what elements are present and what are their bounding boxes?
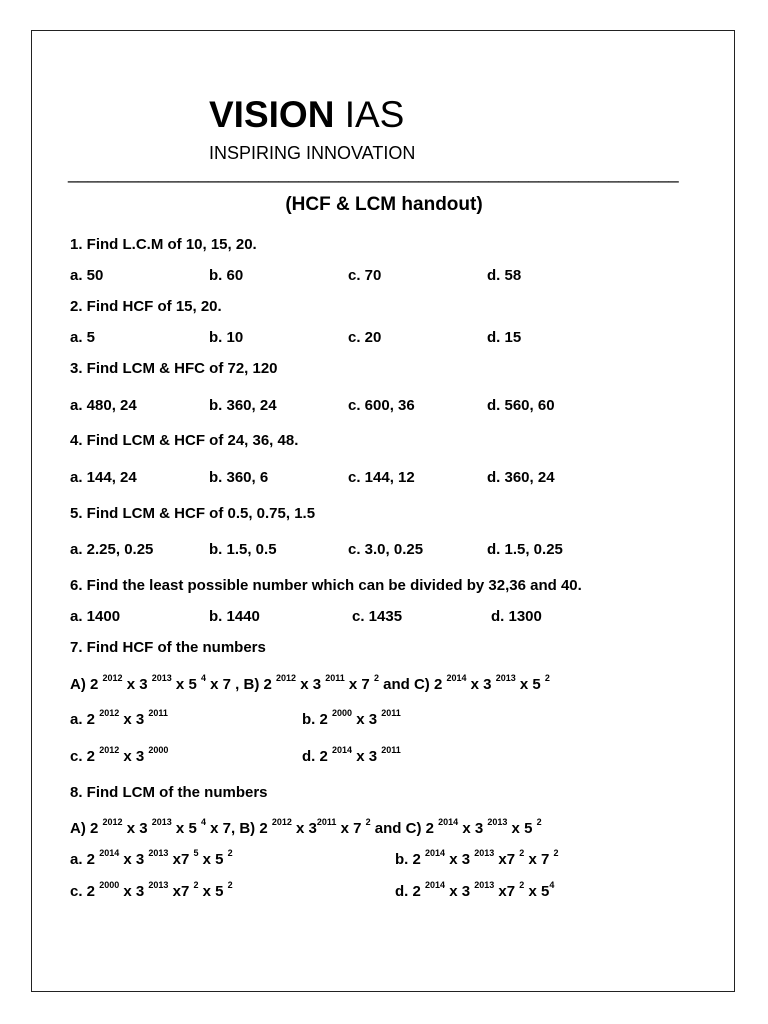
q7-expression — [70, 673, 550, 693]
exponent: 2 — [544, 673, 550, 683]
q2-option-b: b. 10 — [209, 329, 244, 346]
exponent: 2013 — [474, 848, 495, 858]
term-text: x 5 — [507, 820, 537, 837]
exponent: 2013 — [495, 673, 516, 683]
exponent: 4 — [200, 673, 206, 683]
q8-option-d — [395, 880, 555, 900]
term-text: x7 — [168, 883, 194, 900]
term-text: x 7 — [344, 676, 374, 693]
exponent: 2014 — [425, 880, 446, 890]
term-text: A) 2 — [70, 676, 103, 693]
term-text: x 5 — [524, 883, 550, 900]
term-text: x 3 — [352, 748, 382, 765]
q7-option-d — [302, 745, 401, 765]
exponent: 2000 — [99, 880, 120, 890]
question-3: 3. Find LCM & HFC of 72, 120 — [70, 360, 278, 377]
term-text: x 7 — [524, 851, 554, 868]
term-text: x 3 — [466, 676, 496, 693]
q7-option-b — [302, 708, 401, 728]
exponent: 2011 — [316, 817, 337, 827]
q4-option-a: a. 144, 24 — [70, 469, 137, 486]
exponent: 2 — [373, 673, 379, 683]
exponent: 2012 — [99, 708, 120, 718]
exponent: 2013 — [474, 880, 495, 890]
term-text: x 7, B) 2 — [205, 820, 272, 837]
term-text: x 7 — [336, 820, 366, 837]
term-text: x 3 — [291, 820, 317, 837]
term-text: x7 — [494, 851, 520, 868]
q8-expression — [70, 817, 542, 837]
q2-option-a: a. 5 — [70, 329, 96, 346]
exponent: 2014 — [332, 745, 353, 755]
q2-option-c: c. 20 — [348, 329, 382, 346]
exponent: 2 — [227, 848, 233, 858]
term-text: c. 2 — [70, 748, 100, 765]
term-text: x 5 — [171, 820, 201, 837]
exponent: 2011 — [381, 745, 401, 755]
q3-option-a: a. 480, 24 — [70, 397, 137, 414]
term-text: A) 2 — [70, 820, 103, 837]
exponent: 2012 — [102, 673, 123, 683]
q5-option-d: d. 1.5, 0.25 — [487, 541, 563, 558]
brand-light: IAS — [334, 94, 405, 135]
exponent: 2013 — [148, 880, 169, 890]
term-text: x 5 — [198, 883, 228, 900]
term-text: x 3 — [119, 851, 149, 868]
exponent: 2012 — [99, 745, 120, 755]
q8-option-a — [70, 848, 233, 868]
term-text: b. 2 — [395, 851, 426, 868]
divider-rule: _____________________________________________________________ — [68, 163, 679, 183]
term-text: x 7 , B) 2 — [205, 676, 276, 693]
q1-option-d: d. 58 — [487, 267, 522, 284]
exponent: 2 — [227, 880, 233, 890]
q5-option-c: c. 3.0, 0.25 — [348, 541, 424, 558]
q4-option-b: b. 360, 6 — [209, 469, 269, 486]
question-5: 5. Find LCM & HCF of 0.5, 0.75, 1.5 — [70, 505, 316, 522]
q2-option-d: d. 15 — [487, 329, 522, 346]
handout-title: (HCF & LCM handout) — [285, 194, 483, 215]
q5-option-b: b. 1.5, 0.5 — [209, 541, 277, 558]
exponent: 2 — [365, 817, 371, 827]
exponent: 4 — [549, 880, 555, 890]
exponent: 2 — [519, 848, 525, 858]
term-text: x 3 — [445, 883, 475, 900]
term-text: x 5 — [198, 851, 228, 868]
q3-option-b: b. 360, 24 — [209, 397, 277, 414]
exponent: 2014 — [446, 673, 467, 683]
term-text: x 3 — [122, 676, 152, 693]
term-text: x 3 — [445, 851, 475, 868]
question-2: 2. Find HCF of 15, 20. — [70, 298, 222, 315]
term-text: c. 2 — [70, 883, 100, 900]
exponent: 2012 — [276, 673, 297, 683]
question-7: 7. Find HCF of the numbers — [70, 639, 266, 656]
q7-option-a — [70, 708, 168, 728]
term-text: and C) 2 — [370, 820, 439, 837]
exponent: 2014 — [438, 817, 459, 827]
term-text: d. 2 — [302, 748, 333, 765]
q5-option-a: a. 2.25, 0.25 — [70, 541, 154, 558]
exponent: 2 — [193, 880, 199, 890]
exponent: 2013 — [151, 673, 172, 683]
term-text: x 3 — [122, 820, 152, 837]
exponent: 2 — [536, 817, 542, 827]
q1-option-b: b. 60 — [209, 267, 244, 284]
exponent: 2014 — [425, 848, 446, 858]
exponent: 2014 — [99, 848, 120, 858]
q1-option-a: a. 50 — [70, 267, 104, 284]
exponent: 2011 — [148, 708, 168, 718]
brand-logo-text — [209, 93, 404, 137]
q7-option-c — [70, 745, 169, 765]
term-text: a. 2 — [70, 711, 100, 728]
q6-option-a: a. 1400 — [70, 608, 121, 625]
term-text: d. 2 — [395, 883, 426, 900]
question-4: 4. Find LCM & HCF of 24, 36, 48. — [70, 432, 299, 449]
term-text: x7 — [494, 883, 520, 900]
exponent: 2011 — [381, 708, 401, 718]
question-6: 6. Find the least possible number which can be divided by 32,36 and 40. — [70, 577, 582, 594]
q6-option-b: b. 1440 — [209, 608, 260, 625]
q1-option-c: c. 70 — [348, 267, 382, 284]
exponent: 4 — [200, 817, 206, 827]
term-text: and C) 2 — [378, 676, 447, 693]
exponent: 2013 — [148, 848, 169, 858]
term-text: a. 2 — [70, 851, 100, 868]
term-text: x 3 — [119, 883, 149, 900]
exponent: 2 — [519, 880, 525, 890]
tagline: INSPIRING INNOVATION — [209, 143, 416, 163]
q6-option-c: c. 1435 — [352, 608, 403, 625]
exponent: 2 — [553, 848, 559, 858]
q6-option-d: d. 1300 — [491, 608, 542, 625]
term-text: x 3 — [458, 820, 488, 837]
q3-option-d: d. 560, 60 — [487, 397, 555, 414]
brand-bold: VISION — [209, 94, 335, 135]
q8-option-b — [395, 848, 559, 868]
question-1: 1. Find L.C.M of 10, 15, 20. — [70, 236, 257, 253]
term-text: b. 2 — [302, 711, 333, 728]
exponent: 2012 — [271, 817, 292, 827]
q8-option-c — [70, 880, 233, 900]
term-text: x 3 — [119, 748, 149, 765]
exponent: 2000 — [332, 708, 353, 718]
exponent: 2000 — [148, 745, 169, 755]
term-text: x 5 — [515, 676, 545, 693]
term-text: x7 — [168, 851, 194, 868]
term-text: x 3 — [352, 711, 382, 728]
exponent: 5 — [193, 848, 199, 858]
exponent: 2013 — [151, 817, 172, 827]
term-text: x 3 — [119, 711, 149, 728]
term-text: x 5 — [171, 676, 201, 693]
q4-option-d: d. 360, 24 — [487, 469, 555, 486]
term-text: x 3 — [296, 676, 326, 693]
exponent: 2011 — [325, 673, 345, 683]
q3-option-c: c. 600, 36 — [348, 397, 415, 414]
exponent: 2012 — [102, 817, 123, 827]
q4-option-c: c. 144, 12 — [348, 469, 415, 486]
exponent: 2013 — [487, 817, 508, 827]
question-8: 8. Find LCM of the numbers — [70, 784, 268, 801]
